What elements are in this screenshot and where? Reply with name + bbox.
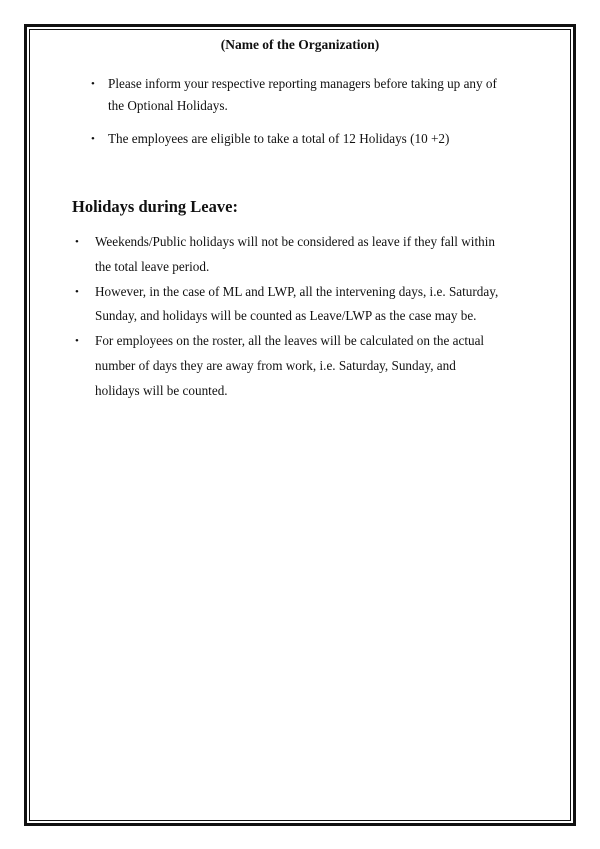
organization-title: (Name of the Organization) [220, 37, 380, 52]
list-item [75, 280, 545, 330]
list-item-line: Please inform your respective reporting managers before taking up any of [108, 76, 497, 91]
bullet-icon: • [91, 133, 95, 145]
list-item-line: number of days they are away from work, i.e. Saturday, Sunday, and [95, 357, 456, 373]
list-item-line: holidays will be counted. [95, 382, 228, 398]
list-item-line: Sunday, and holidays will be counted as Leave/LWP as the case may be. [95, 308, 477, 324]
list-item-line: Weekends/Public holidays will not be considered as leave if they fall within [95, 234, 495, 249]
list-item [91, 128, 558, 150]
list-item-line: For employees on the roster, all the leaves will be calculated on the actual [95, 333, 485, 349]
list-item [91, 73, 558, 117]
bullet-icon: • [75, 335, 79, 348]
list-item [75, 230, 545, 280]
bullet-icon: • [75, 285, 79, 298]
list-item [75, 329, 545, 403]
bullet-icon: • [91, 78, 95, 90]
bullet-icon: • [75, 236, 79, 248]
list-item-line: The employees are eligible to take a total of 12 Holidays (10 +2) [108, 131, 450, 146]
section-heading: Holidays during Leave: [72, 197, 238, 216]
intro-list [91, 73, 558, 150]
list-item-line: However, in the case of ML and LWP, all the intervening days, i.e. Saturday, [95, 283, 499, 299]
list-item-line: the Optional Holidays. [108, 98, 228, 113]
list-item-line: the total leave period. [95, 258, 210, 274]
holidays-during-leave-list [75, 230, 545, 404]
